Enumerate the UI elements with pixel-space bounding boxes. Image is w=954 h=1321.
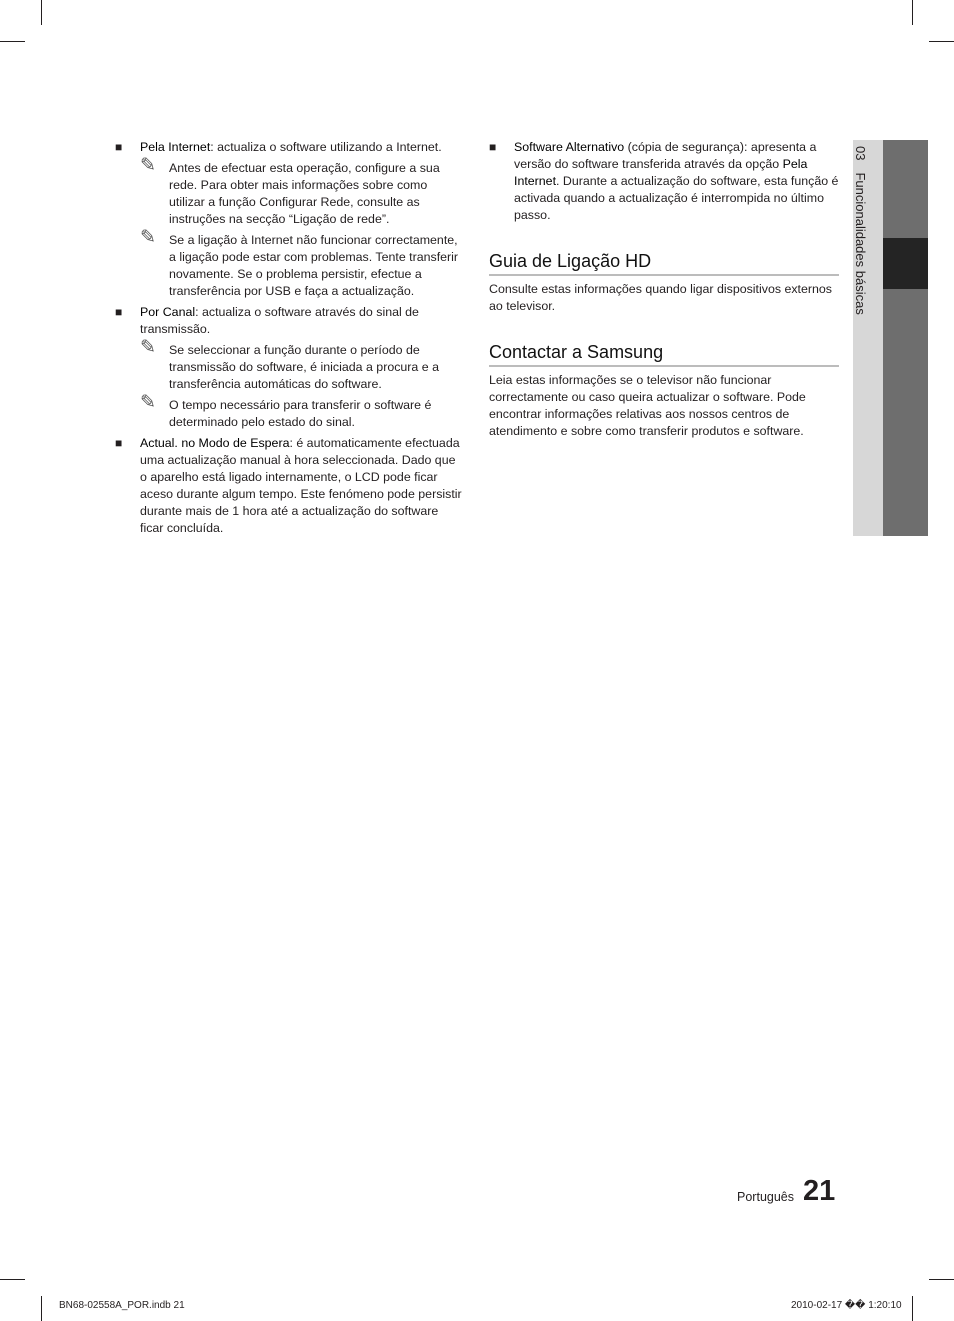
bullet-square-icon: ■ [489, 140, 497, 154]
crop-mark [929, 41, 954, 42]
pencil-note-icon: ✎ [140, 227, 156, 248]
section-body-guia: Consulte estas informações quando ligar dispositivos externos ao televisor. [489, 282, 832, 313]
chapter-tab-label [853, 146, 868, 315]
term: Pela Internet [140, 140, 211, 154]
term: Software Alternativo [514, 140, 625, 154]
note-text: O tempo necessário para transferir o software é determinado pelo estado do sinal. [169, 398, 432, 429]
section-heading-contactar: Contactar a Samsung [489, 341, 839, 367]
note [140, 337, 465, 393]
section-body-contactar: Leia estas informações se o televisor não funcionar correctamente ou caso queira actualizar o software. Pode encontrar informações relativas aos nossos centros de atendimento e sobre como transferir produtos e software. [489, 373, 806, 438]
item-text: . Durante a actualização do software, esta função é activada quando a actualização é interrompida no último passo. [514, 174, 839, 222]
bullet-item-por-canal [115, 304, 465, 431]
bullet-square-icon: ■ [115, 305, 123, 319]
crop-mark [0, 1279, 25, 1280]
bullet-item-modo-espera [115, 435, 465, 537]
item-text: : é automaticamente efectuada uma actualização manual à hora seleccionada. Dado que o aparelho está ligado internamente, o LCD pode ficar aceso durante algum tempo. Este fenómeno pode persistir durante mais de 1 hora até a actualização do software ficar concluída. [140, 436, 462, 535]
bullet-item-pela-internet [115, 139, 465, 300]
footer-language: Português [737, 1190, 794, 1204]
pencil-note-icon: ✎ [140, 155, 156, 176]
note-text: Se seleccionar a função durante o período de transmissão do software, é iniciada a procura e a transferência automáticas do software. [169, 343, 439, 391]
note [140, 227, 465, 300]
slug-date: 2010-02-17 �� 1:20:10 [791, 1300, 902, 1311]
section-heading-guia: Guia de Ligação HD [489, 250, 839, 276]
item-text: : actualiza o software utilizando a Internet. [210, 140, 442, 154]
slug-filename: BN68-02558A_POR.indb 21 [59, 1300, 185, 1311]
chapter-title: Funcionalidades básicas [853, 172, 868, 315]
crop-mark [41, 0, 42, 25]
bullet-square-icon: ■ [115, 436, 123, 450]
item-text: (cópia de segurança): apresenta a versão do software transferida através da opção [514, 140, 817, 171]
note [140, 155, 465, 228]
term: Pela Internet [514, 157, 808, 188]
note-text: Antes de efectuar esta operação, configure a sua rede. Para obter mais informações sobre como utilizar a função Configurar Rede, consulte as instruções na secção “Ligação de rede”. [169, 161, 440, 226]
note [140, 392, 465, 431]
pencil-note-icon: ✎ [140, 392, 156, 413]
pencil-note-icon: ✎ [140, 337, 156, 358]
crop-mark [912, 1296, 913, 1321]
item-text: : actualiza o software através do sinal de transmissão. [140, 305, 419, 336]
right-column [489, 139, 839, 440]
chapter-tab-bar [883, 140, 928, 536]
bullet-item-software-alternativo [489, 139, 839, 224]
crop-mark [0, 41, 25, 42]
crop-mark [41, 1296, 42, 1321]
note-text: Se a ligação à Internet não funcionar correctamente, a ligação pode estar com problemas. Tente transferir novamente. Se o problema persistir, efectue a transferência por USB e faça a actualização. [169, 233, 459, 298]
bullet-square-icon: ■ [115, 140, 123, 154]
chapter-tab-marker [883, 238, 928, 289]
term: Actual. no Modo de Espera [140, 436, 290, 450]
page-number: 21 [803, 1175, 836, 1207]
chapter-number: 03 [853, 146, 868, 161]
term: Por Canal [140, 305, 196, 319]
crop-mark [929, 1279, 954, 1280]
left-column [115, 139, 465, 541]
crop-mark [912, 0, 913, 25]
